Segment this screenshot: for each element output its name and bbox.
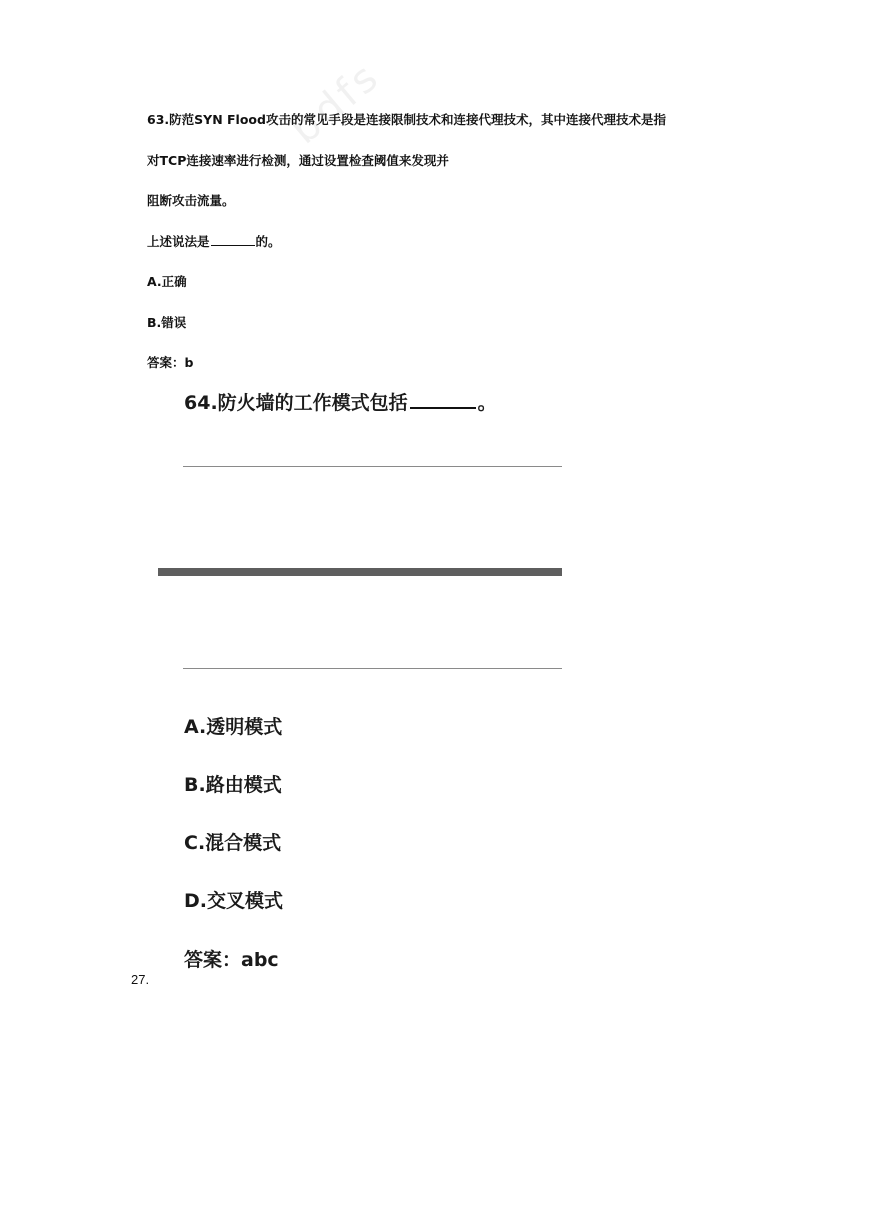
question-63-text-line-2: 对TCP连接速率进行检测，通过设置检查阈值来发现并 [147, 152, 449, 168]
question-64-option-b: B.路由模式 [184, 774, 282, 796]
question-64-option-a: A.透明模式 [184, 716, 283, 738]
question-63-answer: 答案：b [147, 355, 194, 370]
page-number: 27. [131, 972, 150, 987]
question-63-option-a: A.正确 [147, 274, 187, 289]
question-64-stem [184, 388, 497, 415]
question-63-stem-before: 上述说法是 [147, 233, 210, 249]
question-63-option-b: B.错误 [147, 314, 187, 330]
divider-bar [158, 568, 562, 576]
question-64-stem-before: 64.防火墙的工作模式包括 [184, 392, 408, 414]
question-63-text-line-1: 63.防范SYN Flood攻击的常见手段是连接限制技术和连接代理技术，其中连接代理技术是指 [147, 112, 666, 127]
question-64-answer: 答案：abc [184, 949, 279, 971]
fill-in-blank [211, 233, 255, 246]
question-63 [147, 106, 737, 390]
question-63-stem-after: 的。 [255, 233, 281, 249]
watermark-text: bdfs [282, 52, 390, 154]
question-63-text-line-3: 阻断攻击流量。 [147, 193, 235, 208]
divider-line-top [183, 466, 562, 467]
question-63-stem [147, 228, 737, 269]
question-64-option-d: D.交叉模式 [184, 890, 283, 912]
divider-line-bottom [183, 668, 562, 669]
question-64-option-c: C.混合模式 [184, 832, 282, 854]
question-64-stem-after: 。 [477, 392, 497, 414]
fill-in-blank [410, 389, 476, 409]
